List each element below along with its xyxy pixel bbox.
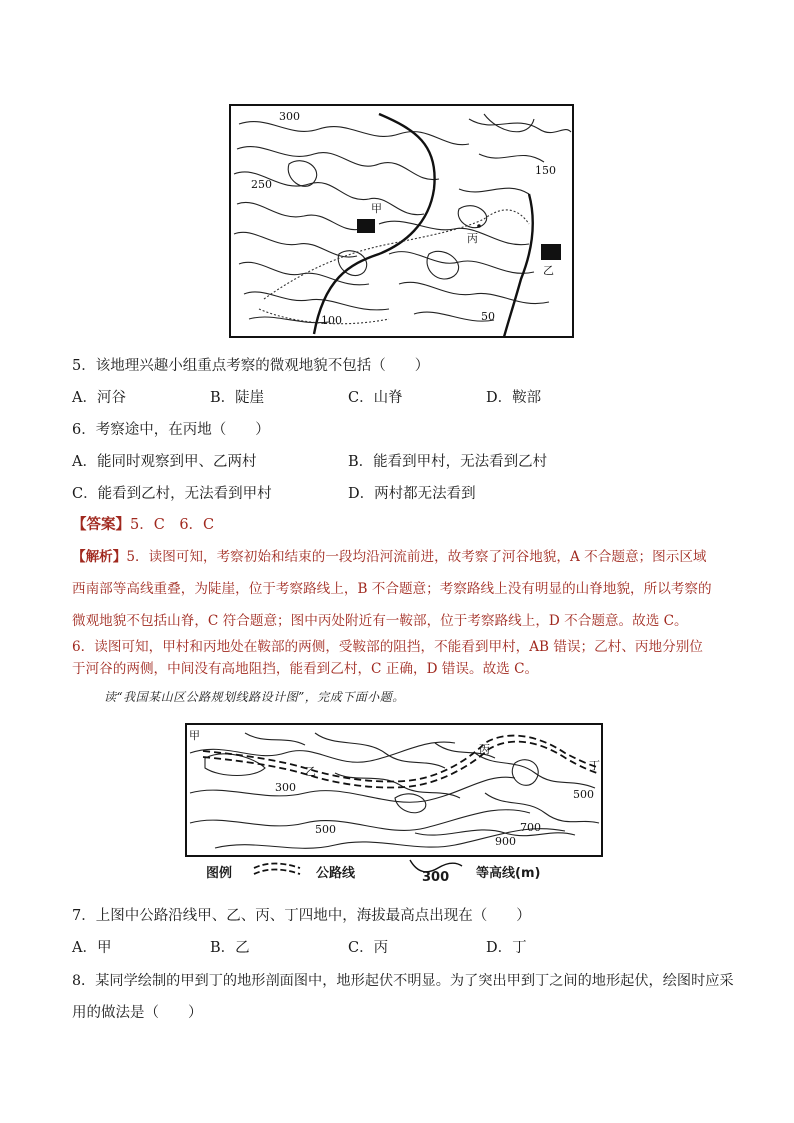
map2-place-yi: 乙 bbox=[305, 765, 316, 778]
q5-option-c: C．山脊 bbox=[348, 390, 403, 406]
map1-label-100: 100 bbox=[321, 314, 342, 327]
legend-contour-value: 300 bbox=[422, 870, 450, 885]
map1-place-jia: 甲 bbox=[371, 202, 382, 215]
road-planning-map bbox=[185, 723, 603, 857]
q6-option-a: A．能同时观察到甲、乙两村 bbox=[72, 454, 257, 470]
map2-label-500a: 500 bbox=[315, 823, 336, 836]
legend-road-label: 公路线 bbox=[316, 866, 356, 881]
answer-text: 5．C 6．C bbox=[130, 517, 215, 533]
map1-label-150: 150 bbox=[535, 164, 556, 177]
map2-place-jia: 甲 bbox=[189, 729, 200, 742]
analysis-text-1: 5．读图可知，考察初始和结束的一段均沿河流前进，故考察了河谷地貌，A 不合题意；图示区域 bbox=[126, 549, 707, 565]
legend-title: 图例 bbox=[206, 866, 233, 881]
q7-option-c: C．丙 bbox=[348, 940, 389, 956]
map2-label-500b: 500 bbox=[573, 788, 594, 801]
q5-option-b: B．陡崖 bbox=[210, 390, 265, 406]
q6-option-c: C．能看到乙村，无法看到甲村 bbox=[72, 486, 272, 502]
topographic-map-1 bbox=[229, 104, 574, 338]
answer-line bbox=[72, 515, 214, 535]
q5-option-a: A．河谷 bbox=[72, 390, 126, 406]
q6-option-d: D．两村都无法看到 bbox=[348, 486, 476, 502]
legend-road-symbol bbox=[252, 860, 302, 880]
q5-option-d: D．鞍部 bbox=[486, 390, 542, 406]
map1-place-bing: 丙 bbox=[467, 232, 478, 245]
analysis-line-5: 于河谷的两侧，中间没有高地阻挡，能看到乙村，C 正确，D 错误。故选 C。 bbox=[72, 661, 539, 677]
map2-place-bing: 丙 bbox=[479, 743, 490, 756]
map2-place-ding: 丁 bbox=[589, 759, 600, 772]
map1-place-yi: 乙 bbox=[543, 264, 554, 277]
question-8-stem-line-1: 8．某同学绘制的甲到丁的地形剖面图中，地形起伏不明显。为了突出甲到丁之间的地形起伏，绘图时应采 bbox=[72, 973, 734, 989]
analysis-line-1 bbox=[72, 547, 707, 567]
map1-label-300: 300 bbox=[279, 110, 300, 123]
analysis-line-2: 西南部等高线重叠，为陡崖，位于考察路线上，B 不合题意；考察路线上没有明显的山脊地貌，所以考察的 bbox=[72, 581, 712, 597]
q7-option-d: D．丁 bbox=[486, 940, 527, 956]
question-7-stem: 7．上图中公路沿线甲、乙、丙、丁四地中，海拔最高点出现在（ ） bbox=[72, 908, 531, 924]
question-8-stem-line-2: 用的做法是（ ） bbox=[72, 1005, 203, 1021]
q6-option-b: B．能看到甲村，无法看到乙村 bbox=[348, 454, 548, 470]
map1-label-250: 250 bbox=[251, 178, 272, 191]
question-6-stem: 6．考察途中，在丙地（ ） bbox=[72, 422, 270, 438]
analysis-line-4: 6．读图可知，甲村和丙地处在鞍部的两侧，受鞍部的阻挡，不能看到甲村，AB 错误；乙村、丙地分别位 bbox=[72, 639, 703, 655]
map2-label-900: 900 bbox=[495, 835, 516, 848]
map2-label-300: 300 bbox=[275, 781, 296, 794]
answer-tag: 【答案】 bbox=[72, 516, 130, 533]
q7-option-a: A．甲 bbox=[72, 940, 112, 956]
question-5-stem: 5．该地理兴趣小组重点考察的微观地貌不包括（ ） bbox=[72, 358, 430, 374]
map2-intro: 读“我国某山区公路规划线路设计图”，完成下面小题。 bbox=[104, 690, 405, 704]
map2-label-700: 700 bbox=[520, 821, 541, 834]
analysis-line-3: 微观地貌不包括山脊，C 符合题意；图中丙处附近有一鞍部，位于考察路线上，D 不合题意。故选 C。 bbox=[72, 613, 688, 629]
legend-contour-label: 等高线(m) bbox=[476, 866, 541, 881]
map1-label-50: 50 bbox=[481, 310, 495, 323]
q7-option-b: B．乙 bbox=[210, 940, 250, 956]
analysis-tag: 【解析】 bbox=[72, 549, 127, 565]
